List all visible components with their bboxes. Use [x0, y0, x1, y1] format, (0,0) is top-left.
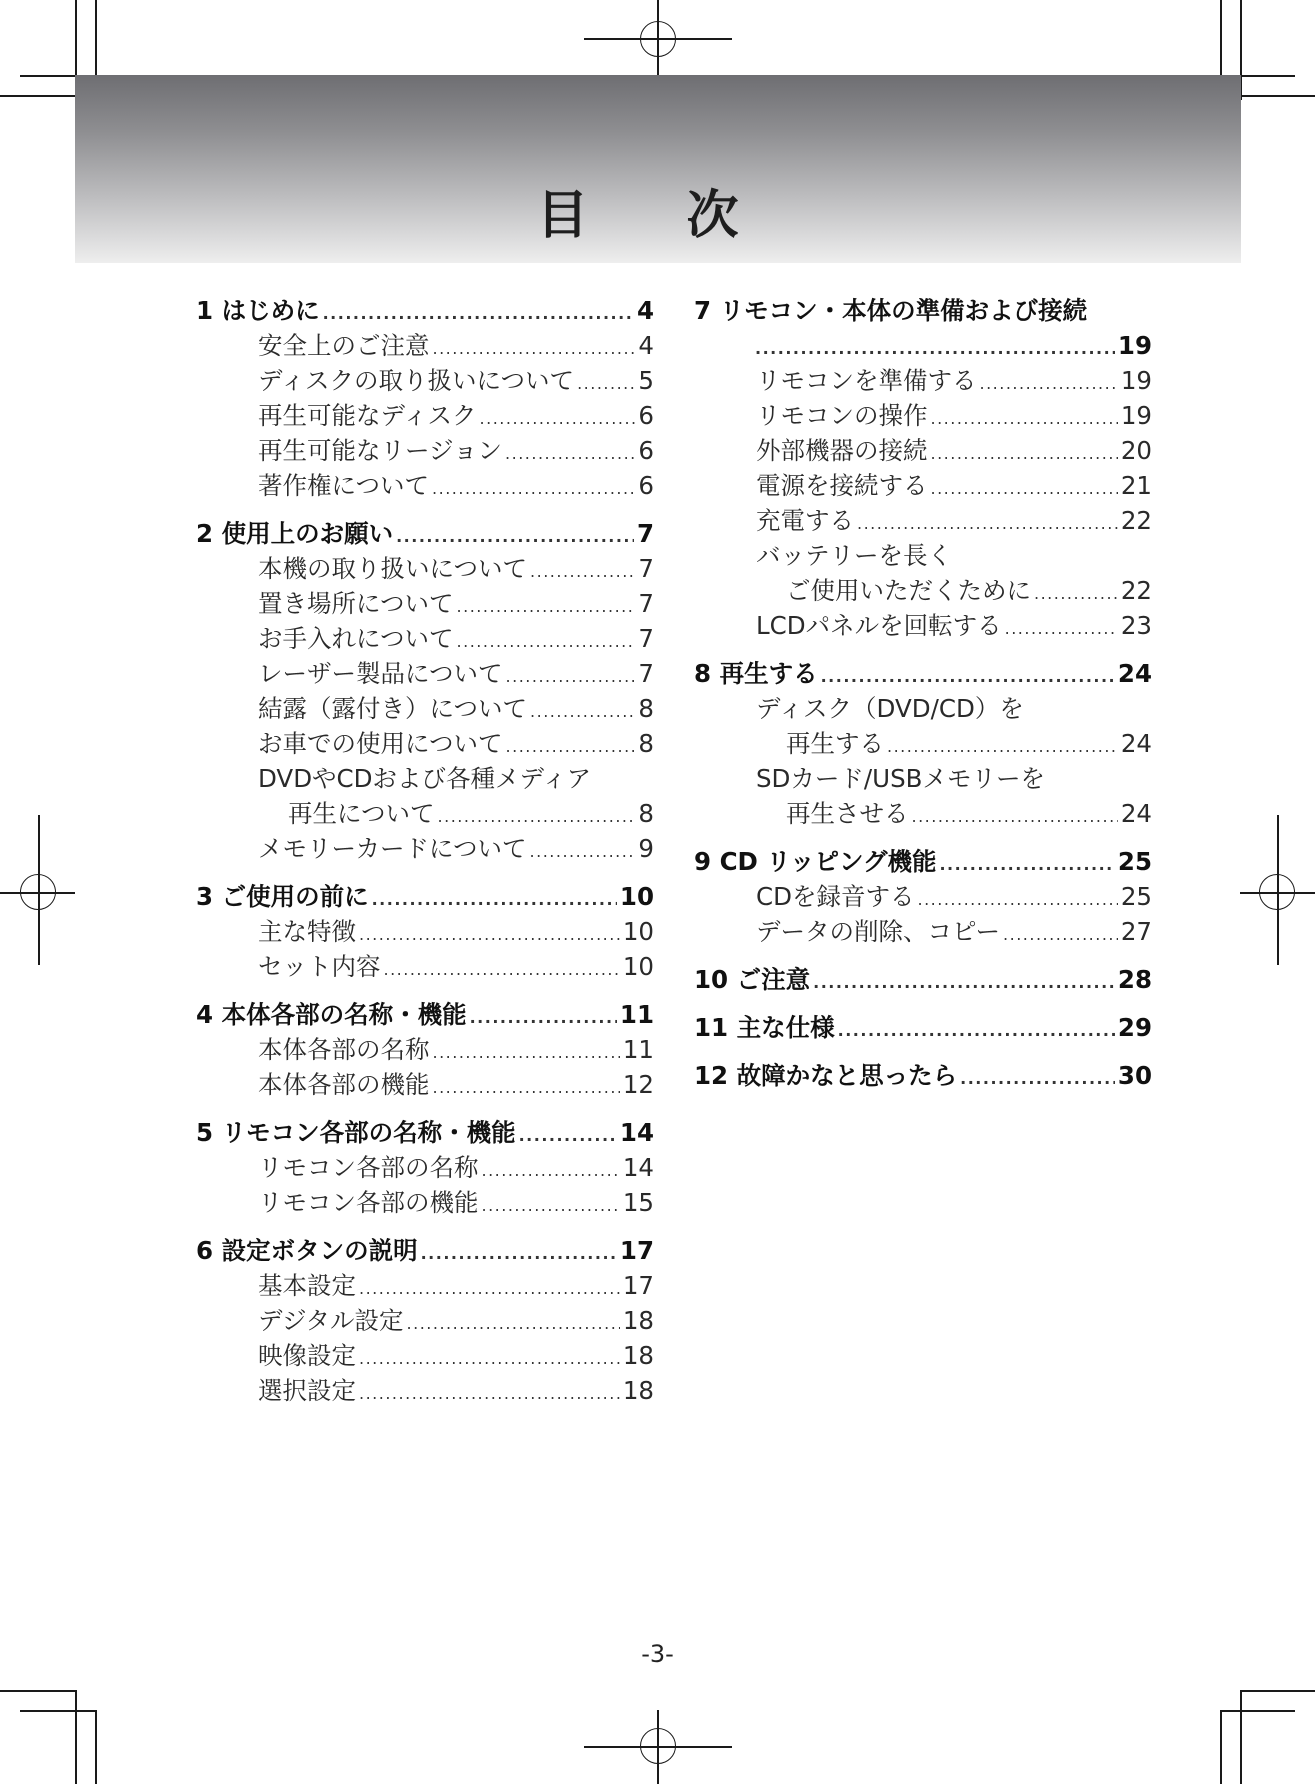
- toc-entry: [694, 879, 1152, 914]
- dot-leader: [432, 471, 635, 506]
- toc-entry: [196, 1338, 654, 1373]
- toc-entry-label: 4 本体各部の名称・機能: [196, 1000, 467, 1029]
- dot-leader: [838, 1013, 1115, 1048]
- toc-entry: [694, 1010, 1152, 1045]
- toc-entry: [196, 1373, 654, 1408]
- toc-entry: [196, 398, 654, 433]
- toc-entry-label: お車での使用について: [258, 729, 503, 758]
- toc-entry: [196, 551, 654, 586]
- toc-entry-label: リモコンの操作: [756, 401, 928, 430]
- dot-leader: [505, 436, 635, 471]
- dot-leader: [980, 366, 1118, 401]
- toc-entry-page: 8: [638, 694, 654, 723]
- toc-entry-label: バッテリーを長く: [756, 541, 952, 570]
- toc-entry-label: 本体各部の名称: [258, 1035, 430, 1064]
- toc-section: [196, 1115, 654, 1220]
- toc-entry-label: ディスク（DVD/CD）を: [756, 694, 1024, 723]
- toc-entry-page: 27: [1120, 917, 1152, 946]
- toc-entry: [196, 879, 654, 914]
- toc-entry-page: 19: [1117, 331, 1152, 360]
- toc-entry: [196, 691, 654, 726]
- dot-leader: [433, 1035, 620, 1070]
- dot-leader: [359, 1341, 620, 1376]
- toc-entry-label: 主な特徴: [258, 917, 356, 946]
- toc-entry-label: 本機の取り扱いについて: [258, 554, 528, 583]
- toc-entry-label: 1 はじめに: [196, 296, 320, 325]
- toc-entry: [196, 1268, 654, 1303]
- toc-entry-page: 19: [1120, 366, 1152, 395]
- toc-entry: [694, 363, 1152, 398]
- toc-entry-page: 8: [638, 729, 654, 758]
- toc-entry: [694, 761, 1152, 796]
- toc-entry: [694, 468, 1152, 503]
- toc-entry-label: 再生可能なディスク: [258, 401, 477, 430]
- toc-entry: [196, 831, 654, 866]
- toc-entry-page: 10: [619, 882, 654, 911]
- toc-entry-page: 22: [1120, 506, 1152, 535]
- toc-entry: [694, 503, 1152, 538]
- dot-leader: [457, 589, 636, 624]
- toc-entry: [196, 328, 654, 363]
- toc-section: [694, 844, 1152, 949]
- toc-entry: [694, 796, 1152, 831]
- toc-entry: [694, 608, 1152, 643]
- toc-entry-page: 6: [638, 401, 654, 430]
- toc-entry: [196, 1303, 654, 1338]
- toc-entry-page: 20: [1120, 436, 1152, 465]
- dot-leader: [530, 554, 635, 589]
- toc-entry-page: 22: [1120, 576, 1152, 605]
- toc-entry: [196, 433, 654, 468]
- dot-leader: [470, 1000, 617, 1035]
- toc-entry-page: 6: [638, 436, 654, 465]
- toc-entry-label: 電源を接続する: [756, 471, 928, 500]
- dot-leader: [755, 331, 1115, 366]
- toc-entry: [694, 293, 1152, 328]
- dot-leader: [482, 1153, 620, 1188]
- toc-entry-label: 再生可能なリージョン: [258, 436, 503, 465]
- toc-entry-label: SDカード/USBメモリーを: [756, 764, 1045, 793]
- toc-entry: [694, 656, 1152, 691]
- toc-entry-label: ディスクの取り扱いについて: [258, 366, 575, 395]
- toc-entry-page: 11: [619, 1000, 654, 1029]
- toc-column-left: [196, 293, 654, 1421]
- dot-leader: [506, 729, 636, 764]
- toc-entry-page: 7: [636, 519, 654, 548]
- toc-entry-label: リモコン各部の名称: [258, 1153, 479, 1182]
- toc-entry-page: 7: [638, 589, 654, 618]
- dot-leader: [457, 624, 636, 659]
- toc-entry-label: 2 使用上のお願い: [196, 519, 394, 548]
- toc-entry: [196, 914, 654, 949]
- dot-leader: [482, 1188, 620, 1223]
- toc-entry-page: 28: [1117, 965, 1152, 994]
- toc-entry: [196, 726, 654, 761]
- toc-entry: [196, 468, 654, 503]
- dot-leader: [372, 882, 617, 917]
- toc-entry-page: 25: [1120, 882, 1152, 911]
- toc-column-right: [694, 293, 1152, 1106]
- toc-entry: [196, 621, 654, 656]
- toc-entry-label: 10 ご注意: [694, 965, 811, 994]
- toc-entry-page: 14: [619, 1118, 654, 1147]
- dot-leader: [530, 694, 635, 729]
- toc-entry-page: 5: [638, 366, 654, 395]
- toc-entry-label: レーザー製品について: [258, 659, 503, 688]
- toc-entry-page: 7: [638, 659, 654, 688]
- toc-entry-label: 映像設定: [258, 1341, 356, 1370]
- toc-entry: [196, 1115, 654, 1150]
- toc-entry-label: 9 CD リッピング機能: [694, 847, 937, 876]
- page-title: 目 次: [536, 186, 779, 246]
- toc-entry-page: 17: [622, 1271, 654, 1300]
- toc-entry-label: 置き場所について: [258, 589, 454, 618]
- toc-entry-label: 再生する: [786, 729, 884, 758]
- toc-entry: [196, 949, 654, 984]
- dot-leader: [433, 331, 636, 366]
- dot-leader: [396, 519, 634, 554]
- dot-leader: [887, 729, 1118, 764]
- toc-entry-label: 結露（露付き）について: [258, 694, 528, 723]
- dot-leader: [813, 965, 1115, 1000]
- toc-entry-page: 8: [638, 799, 654, 828]
- toc-entry-page: 4: [636, 296, 654, 325]
- toc-entry-label: メモリーカードについて: [258, 834, 527, 863]
- toc-section: [196, 293, 654, 503]
- toc-entry: [196, 1067, 654, 1102]
- toc-entry-label: 安全上のご注意: [258, 331, 430, 360]
- toc-entry-page: 24: [1120, 729, 1152, 758]
- dot-leader: [519, 1118, 617, 1153]
- toc-entry-label: 充電する: [756, 506, 854, 535]
- toc-entry-label: デジタル設定: [258, 1306, 404, 1335]
- dot-leader: [857, 506, 1118, 541]
- toc-section: [196, 997, 654, 1102]
- toc-entry-page: 4: [638, 331, 654, 360]
- dot-leader: [917, 882, 1117, 917]
- toc-entry-page: 7: [638, 554, 654, 583]
- toc-entry-label: DVDやCDおよび各種メディア: [258, 764, 592, 793]
- toc-entry: [196, 586, 654, 621]
- toc-entry-page: 10: [622, 952, 654, 981]
- dot-leader: [1003, 917, 1118, 952]
- toc-section: [694, 1058, 1152, 1093]
- toc-entry-page: 24: [1120, 799, 1152, 828]
- toc-entry: [694, 538, 1152, 573]
- dot-leader: [480, 401, 636, 436]
- toc-entry: [196, 363, 654, 398]
- toc-entry-label: 本体各部の機能: [258, 1070, 430, 1099]
- toc-entry: [694, 914, 1152, 949]
- dot-leader: [931, 436, 1118, 471]
- toc-entry-page: 29: [1117, 1013, 1152, 1042]
- dot-leader: [506, 659, 636, 694]
- dot-leader: [931, 471, 1118, 506]
- dot-leader: [359, 1376, 620, 1411]
- toc-entry: [196, 516, 654, 551]
- dot-leader: [323, 296, 634, 331]
- toc-entry-page: 12: [622, 1070, 654, 1099]
- dot-leader: [421, 1236, 617, 1271]
- toc-entry-page: 18: [622, 1376, 654, 1405]
- toc-entry-label: 選択設定: [258, 1376, 356, 1405]
- toc-entry-page: 14: [622, 1153, 654, 1182]
- toc-entry: [196, 656, 654, 691]
- toc-entry-label: ご使用いただくために: [786, 576, 1031, 605]
- toc-section: [196, 516, 654, 866]
- toc-entry-page: 15: [622, 1188, 654, 1217]
- toc-entry-label: 外部機器の接続: [756, 436, 928, 465]
- toc-entry: [694, 1058, 1152, 1093]
- dot-leader: [438, 799, 636, 834]
- toc-entry: [694, 726, 1152, 761]
- toc-entry-page: 19: [1120, 401, 1152, 430]
- toc-entry-label: 11 主な仕様: [694, 1013, 835, 1042]
- toc-entry: [694, 691, 1152, 726]
- toc-entry: [694, 398, 1152, 433]
- toc-entry-page: 25: [1117, 847, 1152, 876]
- toc-entry-label: 8 再生する: [694, 659, 818, 688]
- toc-entry: [694, 844, 1152, 879]
- dot-leader: [359, 917, 620, 952]
- dot-leader: [530, 834, 636, 869]
- toc-entry: [196, 997, 654, 1032]
- dot-leader: [821, 659, 1115, 694]
- toc-entry: [694, 433, 1152, 468]
- toc-entry-page: 23: [1120, 611, 1152, 640]
- toc-entry-page: 30: [1117, 1061, 1152, 1090]
- toc-entry-label: リモコン各部の機能: [258, 1188, 479, 1217]
- toc-entry-label: 7 リモコン・本体の準備および接続: [694, 296, 1088, 325]
- toc-entry-page: 18: [622, 1341, 654, 1370]
- toc-section: [694, 656, 1152, 831]
- dot-leader: [577, 366, 635, 401]
- toc-entry-label: 6 設定ボタンの説明: [196, 1236, 418, 1265]
- toc-entry: [694, 328, 1152, 363]
- toc-entry-label: 3 ご使用の前に: [196, 882, 369, 911]
- toc-entry-label: セット内容: [258, 952, 381, 981]
- toc-entry-page: 17: [619, 1236, 654, 1265]
- toc-section: [196, 879, 654, 984]
- toc-entry: [196, 1185, 654, 1220]
- toc-entry-page: 7: [638, 624, 654, 653]
- toc-entry: [694, 573, 1152, 608]
- dot-leader: [939, 847, 1114, 882]
- toc-entry-page: 10: [622, 917, 654, 946]
- toc-section: [694, 962, 1152, 997]
- toc-entry: [196, 1233, 654, 1268]
- toc-entry-label: お手入れについて: [258, 624, 454, 653]
- toc-section: [196, 1233, 654, 1408]
- toc-entry: [196, 293, 654, 328]
- toc-entry-page: 18: [622, 1306, 654, 1335]
- toc-entry: [694, 962, 1152, 997]
- dot-leader: [359, 1271, 620, 1306]
- toc-entry-label: データの削除、コピー: [756, 917, 1001, 946]
- dot-leader: [384, 952, 620, 987]
- toc-entry-label: 再生について: [288, 799, 435, 828]
- toc-entry-label: 著作権について: [258, 471, 430, 500]
- toc-entry-page: 24: [1117, 659, 1152, 688]
- dot-leader: [960, 1061, 1115, 1096]
- toc-entry-label: 再生させる: [786, 799, 909, 828]
- toc-entry-label: 基本設定: [258, 1271, 356, 1300]
- toc-entry-label: LCDパネルを回転する: [756, 611, 1002, 640]
- toc-entry-label: 12 故障かなと思ったら: [694, 1061, 958, 1090]
- toc-section: [694, 293, 1152, 643]
- dot-leader: [931, 401, 1118, 436]
- dot-leader: [407, 1306, 620, 1341]
- toc-entry-label: リモコンを準備する: [756, 366, 977, 395]
- toc-entry-page: 11: [622, 1035, 654, 1064]
- toc-entry: [196, 1032, 654, 1067]
- toc-entry: [196, 761, 654, 796]
- dot-leader: [912, 799, 1118, 834]
- toc-section: [694, 1010, 1152, 1045]
- toc-entry-label: CDを録音する: [756, 882, 915, 911]
- dot-leader: [1034, 576, 1118, 611]
- toc-entry-page: 9: [638, 834, 654, 863]
- dot-leader: [1005, 611, 1118, 646]
- page-number: -3-: [641, 1640, 674, 1668]
- toc-entry: [196, 1150, 654, 1185]
- dot-leader: [433, 1070, 620, 1105]
- toc-entry-page: 21: [1120, 471, 1152, 500]
- toc-entry-page: 6: [638, 471, 654, 500]
- toc-entry-label: 5 リモコン各部の名称・機能: [196, 1118, 516, 1147]
- toc-entry: [196, 796, 654, 831]
